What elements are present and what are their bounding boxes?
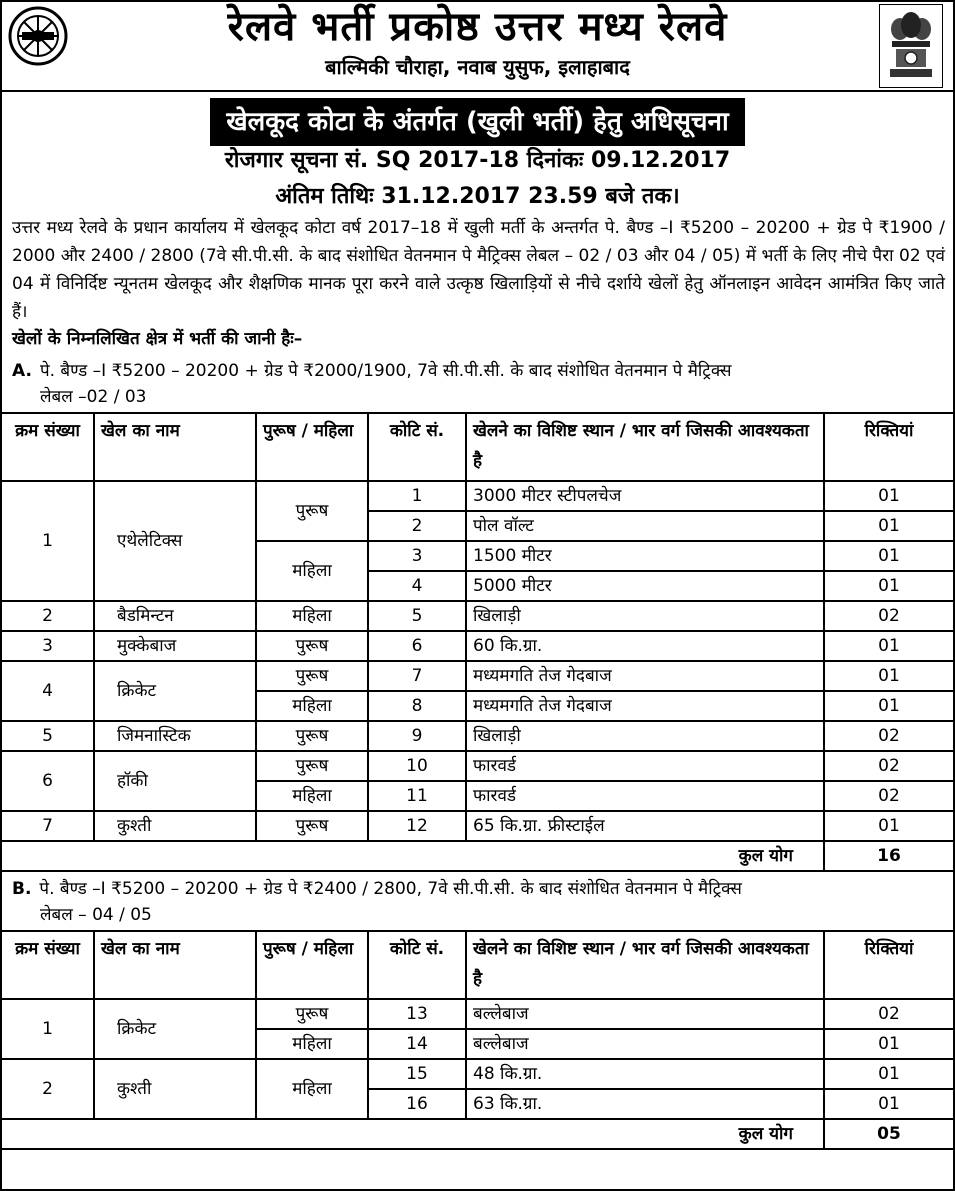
quota-cell: 12 <box>368 811 466 841</box>
notification-banner: खेलकूद कोटा के अंतर्गत (खुली भर्ती) हेतु अधिसूचना <box>210 98 744 146</box>
gender-cell: महिला <box>256 601 368 631</box>
vacancy-cell: 01 <box>824 481 953 511</box>
table-row <box>2 481 953 511</box>
gender-cell: महिला <box>256 691 368 721</box>
col-vacancies: रिक्तियां <box>824 413 953 481</box>
table-header-row <box>2 931 953 999</box>
col-position: खेलने का विशिष्ट स्थान / भार वर्ग जिसकी आवश्यकता है <box>466 413 824 481</box>
vacancy-cell: 01 <box>824 691 953 721</box>
quota-cell: 3 <box>368 541 466 571</box>
position-cell: 1500 मीटर <box>466 541 824 571</box>
total-value: 05 <box>824 1119 953 1149</box>
notice-header <box>2 2 953 92</box>
position-cell: 63 कि.ग्रा. <box>466 1089 824 1119</box>
last-date: अंतिम तिथिः 31.12.2017 23.59 बजे तक। <box>275 184 680 209</box>
gender-cell: पुरूष <box>256 721 368 751</box>
quota-cell: 16 <box>368 1089 466 1119</box>
quota-cell: 6 <box>368 631 466 661</box>
quota-cell: 9 <box>368 721 466 751</box>
table-row <box>2 721 953 751</box>
sport-cell: कुश्ती <box>94 1059 256 1119</box>
office-address: बाल्मिकी चौराहा, नवाब युसुफ, इलाहाबाद <box>325 55 630 79</box>
quota-cell: 1 <box>368 481 466 511</box>
vacancy-cell: 01 <box>824 661 953 691</box>
serial-cell: 1 <box>2 481 94 601</box>
section-a-heading-line2: लेबल –02 / 03 <box>40 387 147 407</box>
quota-cell: 10 <box>368 751 466 781</box>
sport-cell: जिमनास्टिक <box>94 721 256 751</box>
position-cell: फारवर्ड <box>466 781 824 811</box>
gender-cell: महिला <box>256 1059 368 1119</box>
office-title: रेलवे भर्ती प्रकोष्ठ उत्तर मध्य रेलवे <box>227 4 728 50</box>
vacancy-cell: 02 <box>824 751 953 781</box>
banner-wrap <box>2 98 953 144</box>
sport-cell: हॉकी <box>94 751 256 811</box>
serial-cell: 5 <box>2 721 94 751</box>
table-row <box>2 661 953 691</box>
position-cell: मध्यमगति तेज गेदबाज <box>466 661 824 691</box>
table-row <box>2 751 953 781</box>
col-gender: पुरूष / महिला <box>256 413 368 481</box>
sport-cell: क्रिकेट <box>94 999 256 1059</box>
section-b-code: B. <box>12 879 32 899</box>
table-header-row <box>2 413 953 481</box>
quota-cell: 14 <box>368 1029 466 1059</box>
sports-heading: खेलों के निम्नलिखित क्षेत्र में भर्ती की जानी हैः– <box>12 329 303 349</box>
serial-cell: 7 <box>2 811 94 841</box>
position-cell: फारवर्ड <box>466 751 824 781</box>
gender-cell: पुरूष <box>256 751 368 781</box>
position-cell: 65 कि.ग्रा. फ्रीस्टाईल <box>466 811 824 841</box>
serial-cell: 3 <box>2 631 94 661</box>
gender-cell: पुरूष <box>256 631 368 661</box>
quota-cell: 5 <box>368 601 466 631</box>
position-cell: पोल वॉल्ट <box>466 511 824 541</box>
position-cell: 48 कि.ग्रा. <box>466 1059 824 1089</box>
total-row <box>2 1119 953 1149</box>
section-b-table <box>2 930 953 1150</box>
quota-cell: 11 <box>368 781 466 811</box>
gender-cell: पुरूष <box>256 661 368 691</box>
col-quota: कोटि सं. <box>368 413 466 481</box>
table-row <box>2 999 953 1029</box>
serial-cell: 6 <box>2 751 94 811</box>
serial-cell: 2 <box>2 1059 94 1119</box>
col-sport: खेल का नाम <box>94 413 256 481</box>
sport-cell: एथेलेटिक्स <box>94 481 256 601</box>
section-b-heading <box>2 876 953 930</box>
vacancy-cell: 02 <box>824 721 953 751</box>
section-a-heading <box>2 358 953 412</box>
quota-cell: 4 <box>368 571 466 601</box>
col-vacancies: रिक्तियां <box>824 931 953 999</box>
section-a-heading-line1: पे. बैण्ड –I ₹5200 – 20200 + ग्रेड पे ₹2000/1900, 7वे सी.पी.सी. के बाद संशोधित वेतनमान पे मैट्रिक्स <box>39 361 732 381</box>
gender-cell: पुरूष <box>256 811 368 841</box>
position-cell: बल्लेबाज <box>466 1029 824 1059</box>
total-label: कुल योग <box>2 841 824 871</box>
quota-cell: 2 <box>368 511 466 541</box>
total-value: 16 <box>824 841 953 871</box>
gender-cell: पुरूष <box>256 999 368 1029</box>
position-cell: 3000 मीटर स्टीपलचेज <box>466 481 824 511</box>
sport-cell: बैडमिन्टन <box>94 601 256 631</box>
sport-cell: क्रिकेट <box>94 661 256 721</box>
sport-cell: कुश्ती <box>94 811 256 841</box>
quota-cell: 15 <box>368 1059 466 1089</box>
intro-paragraph: उत्तर मध्य रेलवे के प्रधान कार्यालय में खेलकूद कोटा वर्ष 2017–18 में खुली मर्ती के अन्तर्गत पे. बैण्ड –I ₹5200 – 20200 + ग्रेड पे ₹1900 / 2000 और 2400 / 2800 (7वे सी.पी.सी. के बाद संशोधित वेतनमान पे मैट्रिक्स लेबल – 02 / 03 और 04 / 05) में भर्ती के लिए नीचे पैरा 02 एवं 04 में विनिर्दिष्ट न्यूनतम खेलकूद और शैक्षणिक मानक पूरा करने वाले उत्कृष्ठ खिलाड़ियों से नीचे दर्शाये खेलों हेतु ऑनलाइन आवेदन आमंत्रित किए जाते हैं। <box>12 218 945 322</box>
section-a-code: A. <box>12 361 32 381</box>
gender-cell: महिला <box>256 1029 368 1059</box>
col-position: खेलने का विशिष्ट स्थान / भार वर्ग जिसकी आवश्यकता है <box>466 931 824 999</box>
col-sport: खेल का नाम <box>94 931 256 999</box>
position-cell: बल्लेबाज <box>466 999 824 1029</box>
gender-cell: महिला <box>256 541 368 601</box>
serial-cell: 4 <box>2 661 94 721</box>
serial-cell: 2 <box>2 601 94 631</box>
quota-cell: 8 <box>368 691 466 721</box>
position-cell: मध्यमगति तेज गेदबाज <box>466 691 824 721</box>
table-row <box>2 1059 953 1089</box>
vacancy-cell: 01 <box>824 631 953 661</box>
vacancy-cell: 01 <box>824 571 953 601</box>
col-serial: क्रम संख्या <box>2 931 94 999</box>
employment-notice-number: रोजगार सूचना सं. SQ 2017-18 दिनांकः 09.12.2017 <box>224 148 731 173</box>
position-cell: खिलाड़ी <box>466 601 824 631</box>
col-quota: कोटि सं. <box>368 931 466 999</box>
vacancy-cell: 01 <box>824 541 953 571</box>
total-label: कुल योग <box>2 1119 824 1149</box>
vacancy-cell: 01 <box>824 811 953 841</box>
total-row <box>2 841 953 871</box>
section-b-heading-line2: लेबल – 04 / 05 <box>40 905 152 925</box>
col-gender: पुरूष / महिला <box>256 931 368 999</box>
vacancy-cell: 01 <box>824 1029 953 1059</box>
vacancy-cell: 01 <box>824 1059 953 1089</box>
national-emblem-icon <box>879 4 943 88</box>
position-cell: 60 कि.ग्रा. <box>466 631 824 661</box>
gender-cell: पुरूष <box>256 481 368 541</box>
quota-cell: 13 <box>368 999 466 1029</box>
col-serial: क्रम संख्या <box>2 413 94 481</box>
section-a-table <box>2 412 953 872</box>
sport-cell: मुक्केबाज <box>94 631 256 661</box>
position-cell: 5000 मीटर <box>466 571 824 601</box>
table-row <box>2 631 953 661</box>
vacancy-cell: 01 <box>824 511 953 541</box>
gender-cell: महिला <box>256 781 368 811</box>
vacancy-cell: 01 <box>824 1089 953 1119</box>
vacancy-cell: 02 <box>824 781 953 811</box>
quota-cell: 7 <box>368 661 466 691</box>
table-row <box>2 601 953 631</box>
section-b-heading-line1: पे. बैण्ड –I ₹5200 – 20200 + ग्रेड पे ₹2400 / 2800, 7वे सी.पी.सी. के बाद संशोधित वेतनमान पे मैट्रिक्स <box>39 879 742 899</box>
serial-cell: 1 <box>2 999 94 1059</box>
table-row <box>2 811 953 841</box>
vacancy-cell: 02 <box>824 999 953 1029</box>
position-cell: खिलाड़ी <box>466 721 824 751</box>
vacancy-cell: 02 <box>824 601 953 631</box>
